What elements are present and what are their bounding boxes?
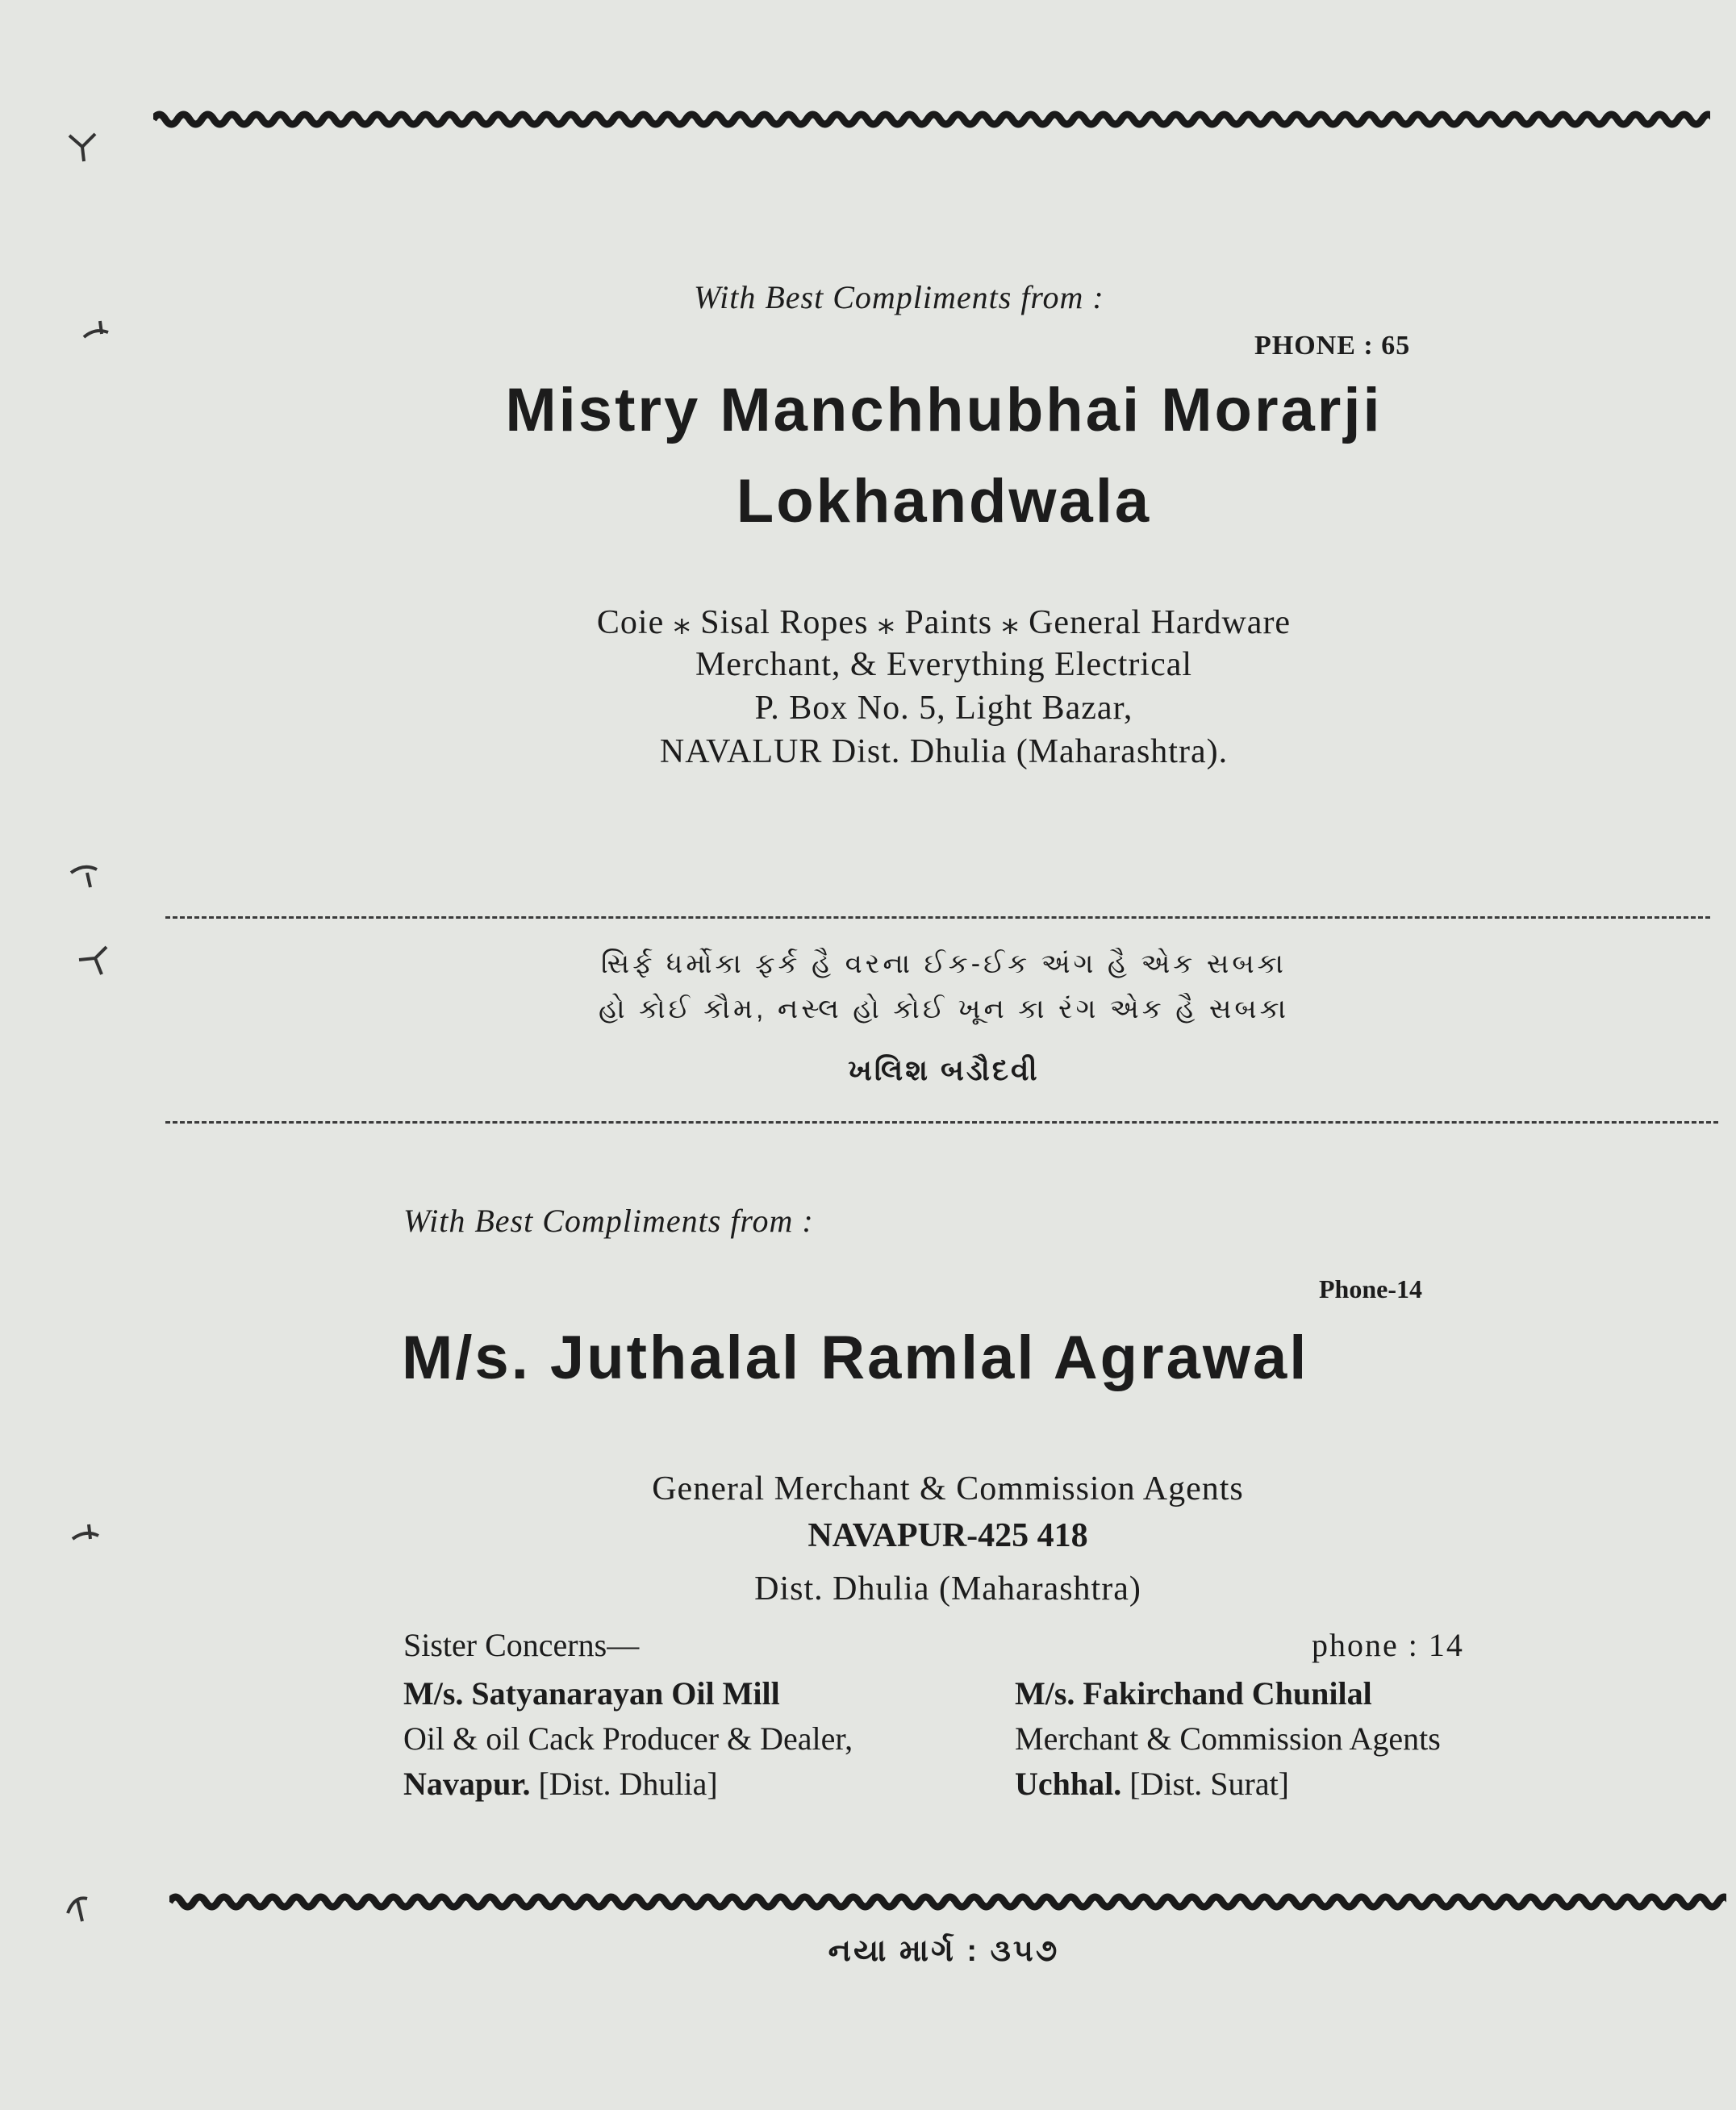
binder-hole-mark — [79, 316, 116, 353]
concern-name: M/s. Satyanarayan Oil Mill — [403, 1675, 780, 1712]
top-description-line: Coie ⁎ Sisal Ropes ⁎ Paints ⁎ General Hardware — [596, 604, 1292, 641]
concern-place: Uchhal. — [1015, 1766, 1122, 1802]
binder-hole-mark — [68, 1520, 105, 1557]
top-business-name: Mistry Manchhubhai Morarji — [505, 376, 1383, 444]
top-business-name-line2: Lokhandwala — [736, 467, 1152, 536]
concern-place: Navapur. — [403, 1766, 531, 1802]
bottom-greeting: With Best Compliments from : — [403, 1203, 814, 1239]
verse-line: સિર્ફ ધર્મોકા ફર્ક હૈ વરના ઈક-ઈક અંગ હૈ એક સબકા — [600, 949, 1287, 979]
bottom-phone: Phone-14 — [1319, 1274, 1422, 1303]
top-greeting: With Best Compliments from : — [694, 279, 1104, 315]
sister-concerns-phone: phone : 14 — [1312, 1627, 1464, 1663]
bottom-description-line: General Merchant & Commission Agents — [652, 1470, 1244, 1507]
concern-district: [Dist. Surat] — [1129, 1766, 1290, 1802]
binder-hole-mark — [66, 855, 103, 892]
verse-author: ખલિશ બડૌદવી — [848, 1053, 1040, 1086]
concern-district: [Dist. Dhulia] — [538, 1766, 718, 1802]
bottom-wavy-border — [169, 1886, 1726, 1918]
section-divider — [165, 1121, 1718, 1124]
top-description-line: Merchant, & Everything Electrical — [695, 646, 1193, 683]
concern-address — [1015, 1765, 1289, 1803]
page-footer-label: નયા માર્ગ : ૩૫૭ — [828, 1934, 1060, 1968]
top-address-line: NAVALUR Dist. Dhulia (Maharashtra). — [659, 733, 1229, 770]
concern-description: Oil & oil Cack Producer & Dealer, — [403, 1720, 853, 1757]
section-divider — [165, 916, 1710, 919]
top-phone: PHONE : 65 — [1254, 331, 1411, 361]
concern-name: M/s. Fakirchand Chunilal — [1015, 1675, 1372, 1712]
binder-hole-mark — [63, 1889, 100, 1926]
bottom-address-line: Dist. Dhulia (Maharashtra) — [754, 1570, 1141, 1608]
verse-line: હો કોઈ કૌમ, નસ્લ હો કોઈ ખૂન કા રંગ એક હૈ સબકા — [598, 994, 1290, 1024]
bottom-address-line: NAVAPUR-425 418 — [807, 1517, 1088, 1554]
binder-hole-mark — [74, 942, 111, 979]
sister-concerns-label: Sister Concerns— — [403, 1627, 640, 1663]
top-address-line: P. Box No. 5, Light Bazar, — [754, 690, 1133, 727]
binder-hole-mark — [63, 127, 100, 165]
concern-description: Merchant & Commission Agents — [1015, 1720, 1441, 1757]
concern-address — [403, 1765, 718, 1803]
bottom-business-name: M/s. Juthalal Ramlal Agrawal — [402, 1324, 1309, 1392]
top-wavy-border — [153, 103, 1710, 136]
